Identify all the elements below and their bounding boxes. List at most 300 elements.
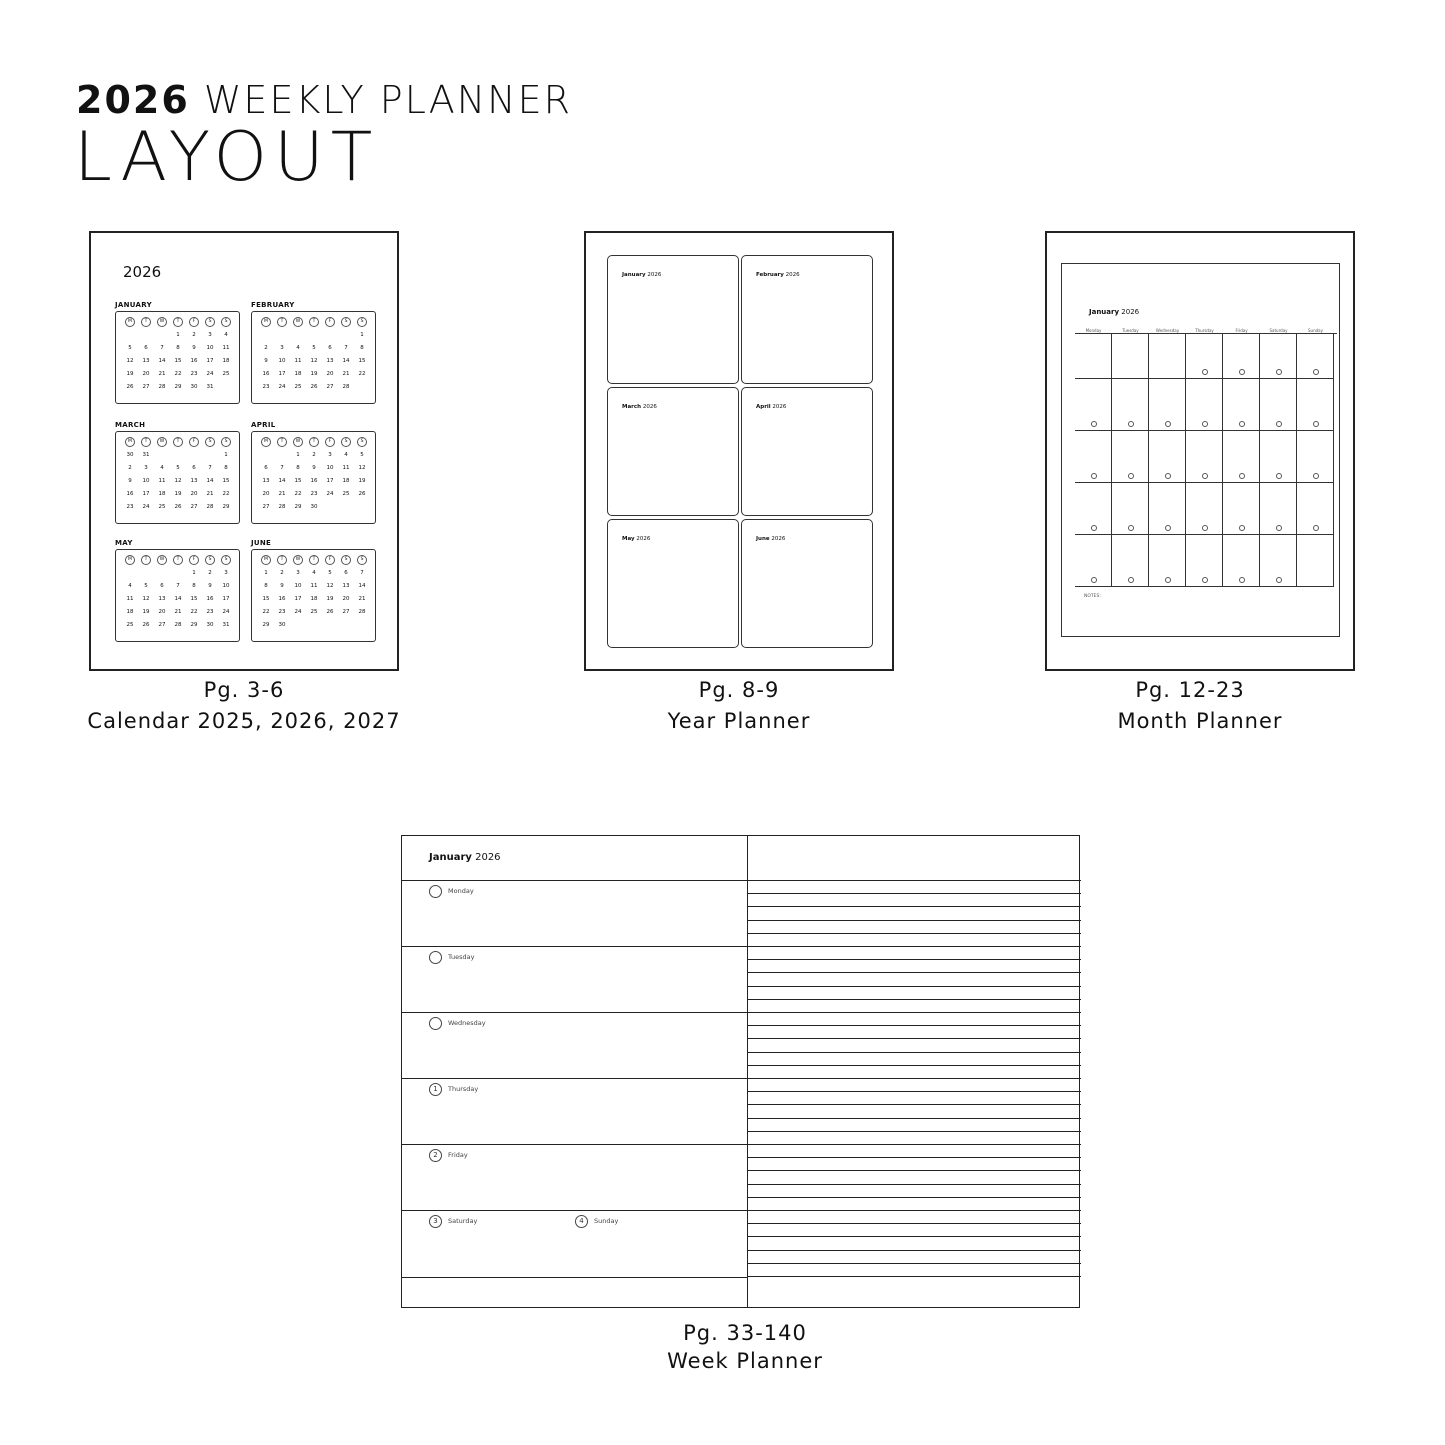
mini-calendar-weekday-row (122, 436, 237, 449)
month-planner-day-cell (1297, 535, 1334, 587)
mini-calendar-day: 14 (206, 478, 214, 484)
ruled-line (748, 1236, 1081, 1237)
day-number-circle (1091, 525, 1097, 531)
mini-calendar-day: 13 (326, 358, 334, 364)
mini-calendar-day: 31 (206, 384, 214, 390)
mini-calendar-day: 3 (328, 452, 332, 458)
week-day-divider (402, 1277, 748, 1278)
mini-calendar-day: 22 (358, 371, 366, 377)
mini-calendar-day: 20 (142, 371, 150, 377)
weekday-initial: W (157, 555, 167, 565)
weekday-initial: S (205, 555, 215, 565)
calendar-page-preview (89, 231, 399, 671)
mini-calendar-weekday (218, 316, 234, 329)
mini-calendar-day: 5 (144, 583, 148, 589)
mini-calendar-day: 28 (358, 609, 366, 615)
month-name: May (622, 536, 635, 542)
mini-calendar-weekday (338, 436, 354, 449)
weekday-initial: S (341, 317, 351, 327)
mini-calendar-day: 8 (264, 583, 268, 589)
ruled-line (748, 999, 1081, 1000)
day-number-circle (1128, 421, 1134, 427)
mini-calendar-day: 10 (278, 358, 286, 364)
week-planner-month: January (429, 852, 472, 863)
month-planner-day-cell (1260, 333, 1297, 379)
mini-calendar-day: 17 (326, 478, 334, 484)
day-number-circle (1276, 369, 1282, 375)
mini-calendar-day: 3 (208, 332, 212, 338)
day-number-circle (1128, 577, 1134, 583)
weekday-initial: F (325, 317, 335, 327)
mini-calendar-week-row (122, 606, 237, 619)
mini-calendar-day (122, 567, 138, 580)
day-number-circle (1276, 421, 1282, 427)
month-planner-day-cell (1112, 535, 1149, 587)
mini-calendar-day: 3 (144, 465, 148, 471)
year-planner-month-label (756, 404, 786, 410)
mini-calendar-day (138, 329, 154, 342)
day-number-circle: 3 (429, 1215, 442, 1228)
mini-calendar-day (290, 329, 306, 342)
week-day-label: Thursday (448, 1085, 479, 1093)
mini-calendar-week-row (122, 355, 237, 368)
mini-calendar-day: 23 (126, 504, 134, 510)
weekday-initial: S (221, 555, 231, 565)
caption-month-name: Month Planner (1117, 709, 1283, 733)
mini-calendar-weekday (322, 554, 338, 567)
mini-calendar-week-row (258, 462, 373, 475)
mini-calendar-weekday-row (258, 436, 373, 449)
day-number-circle (1276, 473, 1282, 479)
mini-calendar-week-row (122, 475, 237, 488)
mini-calendar-week-row (258, 606, 373, 619)
mini-calendar-day: 2 (208, 570, 212, 576)
mini-calendar-day: 27 (342, 609, 350, 615)
mini-calendar-day (186, 449, 202, 462)
ruled-line (748, 972, 1081, 973)
month-planner-day-cell (1223, 535, 1260, 587)
mini-calendar-day: 23 (206, 609, 214, 615)
mini-calendar-day: 17 (294, 596, 302, 602)
mini-calendar-day: 8 (360, 345, 364, 351)
month-planner-weekday: Sunday (1308, 328, 1323, 333)
mini-calendar-weekday (138, 554, 154, 567)
mini-calendar-day (354, 381, 370, 394)
year-planner-month-box (741, 519, 873, 648)
ruled-line (748, 1038, 1081, 1039)
mini-calendar-day: 21 (158, 371, 166, 377)
ruled-line (748, 893, 1081, 894)
weekday-initial: S (221, 437, 231, 447)
day-number-circle (1313, 525, 1319, 531)
mini-calendar-weekday (186, 554, 202, 567)
day-number-circle (1202, 577, 1208, 583)
mini-calendar-label: MAY (115, 539, 133, 547)
mini-calendar-day: 9 (312, 465, 316, 471)
ruled-line (748, 933, 1081, 934)
weekday-initial: F (325, 437, 335, 447)
mini-calendar-day: 6 (344, 570, 348, 576)
month-planner-day-cell (1186, 333, 1223, 379)
weekday-initial: F (325, 555, 335, 565)
month-planner-day-cell (1260, 483, 1297, 535)
mini-calendar-day: 24 (326, 491, 334, 497)
day-number-circle (1165, 473, 1171, 479)
ruled-line (748, 1250, 1081, 1251)
ruled-line (748, 1144, 1081, 1145)
year-planner-month-label (756, 536, 785, 542)
mini-calendar-day: 26 (358, 491, 366, 497)
mini-calendar-weekday (218, 554, 234, 567)
mini-calendar-day: 4 (296, 345, 300, 351)
mini-calendar-day: 26 (142, 622, 150, 628)
month-year: 2026 (770, 404, 787, 410)
mini-calendar-day (322, 619, 338, 632)
mini-calendar-day: 21 (358, 596, 366, 602)
weekday-initial: T (173, 437, 183, 447)
mini-calendar-day (306, 619, 322, 632)
mini-calendar-day: 12 (326, 583, 334, 589)
mini-calendar-day: 19 (310, 371, 318, 377)
ruled-line (748, 946, 1081, 947)
mini-calendar-day: 2 (264, 345, 268, 351)
mini-calendar-day: 12 (142, 596, 150, 602)
month-planner-preview (1045, 231, 1355, 671)
week-day-label: Saturday (448, 1217, 478, 1225)
mini-calendar-day (290, 619, 306, 632)
mini-calendar-day: 1 (360, 332, 364, 338)
mini-calendar-day (218, 381, 234, 394)
month-planner-day-cell (1297, 333, 1334, 379)
month-year: 2026 (783, 272, 800, 278)
day-number-circle (1313, 369, 1319, 375)
ruled-line (748, 920, 1081, 921)
mini-calendar-week-row (258, 368, 373, 381)
month-planner-grid (1075, 333, 1337, 589)
mini-calendar-day (306, 329, 322, 342)
weekday-initial: M (125, 555, 135, 565)
mini-calendar-weekday (274, 554, 290, 567)
mini-calendar-day: 29 (294, 504, 302, 510)
weekday-initial: T (309, 555, 319, 565)
mini-calendar-weekday-row (258, 316, 373, 329)
mini-calendar-week-row (258, 501, 373, 514)
mini-calendar-day (354, 619, 370, 632)
year-planner-preview (584, 231, 894, 671)
year-planner-month-label (622, 272, 661, 278)
week-day-divider (402, 1210, 748, 1211)
mini-calendar-day (154, 449, 170, 462)
mini-calendar-day: 14 (358, 583, 366, 589)
month-planner-day-cell (1297, 379, 1334, 431)
weekday-initial: T (141, 437, 151, 447)
mini-calendar-day: 10 (222, 583, 230, 589)
page-title (76, 78, 572, 122)
mini-calendar (251, 311, 376, 404)
mini-calendar-weekday (186, 436, 202, 449)
mini-calendar-day: 6 (144, 345, 148, 351)
mini-calendar-day (338, 619, 354, 632)
mini-calendar-day: 12 (174, 478, 182, 484)
mini-calendar-day: 15 (262, 596, 270, 602)
mini-calendar-day: 2 (192, 332, 196, 338)
mini-calendar-day: 28 (206, 504, 214, 510)
month-planner-day-cell (1186, 483, 1223, 535)
mini-calendar-weekday (202, 316, 218, 329)
mini-calendar-day: 26 (126, 384, 134, 390)
mini-calendar-day: 11 (158, 478, 166, 484)
ruled-line (748, 1025, 1081, 1026)
month-year: 2026 (641, 404, 657, 410)
mini-calendar-day: 13 (262, 478, 270, 484)
mini-calendar-day: 30 (278, 622, 286, 628)
mini-calendar-day: 6 (328, 345, 332, 351)
mini-calendar-day: 8 (224, 465, 228, 471)
week-planner-preview (401, 835, 1080, 1308)
mini-calendar-day: 26 (174, 504, 182, 510)
ruled-line (748, 1170, 1081, 1171)
mini-calendar-week-row (258, 381, 373, 394)
mini-calendar-day: 4 (160, 465, 164, 471)
day-number-circle (1276, 577, 1282, 583)
mini-calendar-day: 6 (192, 465, 196, 471)
mini-calendar-day: 7 (176, 583, 180, 589)
month-planner-weekday: Tuesday (1122, 328, 1139, 333)
weekday-initial: S (205, 437, 215, 447)
mini-calendar-week-row (122, 342, 237, 355)
page-subtitle: LAYOUT (74, 118, 380, 197)
mini-calendar-day: 23 (310, 491, 318, 497)
mini-calendar-day: 30 (126, 452, 134, 458)
month-planner-day-cell (1186, 431, 1223, 483)
month-planner-title (1089, 308, 1139, 316)
mini-calendar-day: 10 (326, 465, 334, 471)
mini-calendar-weekday (290, 436, 306, 449)
weekday-initial: W (157, 437, 167, 447)
month-planner-day-cell (1149, 431, 1186, 483)
mini-calendar-week-row (258, 619, 373, 632)
mini-calendar-week-row (258, 475, 373, 488)
mini-calendar-day: 27 (142, 384, 150, 390)
day-number-circle (1202, 473, 1208, 479)
month-name: April (756, 404, 771, 410)
mini-calendar-weekday (258, 436, 274, 449)
mini-calendar-day: 18 (294, 371, 302, 377)
mini-calendar-day: 5 (176, 465, 180, 471)
month-planner-day-cell (1075, 379, 1112, 431)
mini-calendar-day: 5 (328, 570, 332, 576)
mini-calendar-day: 4 (224, 332, 228, 338)
mini-calendar-day: 9 (280, 583, 284, 589)
mini-calendar-weekday (170, 554, 186, 567)
mini-calendar-week-row (258, 449, 373, 462)
ruled-line (748, 1197, 1081, 1198)
mini-calendar-day: 9 (208, 583, 212, 589)
week-day-divider (402, 1012, 748, 1013)
month-planner-day-cell (1112, 379, 1149, 431)
month-planner-day-cell (1260, 431, 1297, 483)
mini-calendar-day: 12 (126, 358, 134, 364)
day-number-circle (1239, 421, 1245, 427)
month-planner-day-cell (1149, 535, 1186, 587)
weekday-initial: F (189, 317, 199, 327)
mini-calendar-day: 25 (158, 504, 166, 510)
month-planner-day-cell (1075, 483, 1112, 535)
mini-calendar-day: 11 (342, 465, 350, 471)
mini-calendar-day: 23 (190, 371, 198, 377)
mini-calendar-day: 25 (126, 622, 134, 628)
mini-calendar-day: 6 (160, 583, 164, 589)
mini-calendar-day: 9 (128, 478, 132, 484)
mini-calendar-weekday (306, 436, 322, 449)
mini-calendar-weekday (218, 436, 234, 449)
mini-calendar-day: 17 (222, 596, 230, 602)
mini-calendar-day (354, 501, 370, 514)
day-number-circle (1128, 473, 1134, 479)
mini-calendar-day: 13 (190, 478, 198, 484)
mini-calendar-day: 7 (160, 345, 164, 351)
mini-calendar-label: APRIL (251, 421, 276, 429)
weekday-initial: W (293, 555, 303, 565)
mini-calendar-day: 11 (294, 358, 302, 364)
mini-calendar-week-row (122, 329, 237, 342)
month-planner-frame (1061, 263, 1340, 637)
ruled-line (748, 1091, 1081, 1092)
ruled-line (748, 1210, 1081, 1211)
mini-calendar-day: 23 (262, 384, 270, 390)
day-number-circle (1239, 473, 1245, 479)
mini-calendar-day: 2 (128, 465, 132, 471)
mini-calendar-day: 16 (206, 596, 214, 602)
mini-calendar-weekday (274, 436, 290, 449)
mini-calendar (115, 549, 240, 642)
weekday-initial: W (293, 437, 303, 447)
weekday-initial: T (141, 317, 151, 327)
mini-calendar-day: 11 (310, 583, 318, 589)
mini-calendar-weekday (154, 436, 170, 449)
month-planner-weekday: Friday (1235, 328, 1248, 333)
mini-calendar-day: 29 (190, 622, 198, 628)
mini-calendar (251, 431, 376, 524)
mini-calendar-label: JANUARY (115, 301, 152, 309)
month-planner-day-cell (1075, 333, 1112, 379)
mini-calendar-weekday (354, 554, 370, 567)
mini-calendar-weekday (306, 316, 322, 329)
caption-month-pages: Pg. 12-23 (1135, 678, 1245, 702)
mini-calendar-day: 13 (158, 596, 166, 602)
week-planner-title (429, 852, 501, 863)
mini-calendar-day: 23 (278, 609, 286, 615)
mini-calendar-weekday (258, 554, 274, 567)
mini-calendar-day: 14 (158, 358, 166, 364)
mini-calendar-day: 14 (278, 478, 286, 484)
mini-calendar-week-row (258, 488, 373, 501)
month-planner-day-cell (1223, 333, 1260, 379)
ruled-line (748, 1065, 1081, 1066)
mini-calendar-day: 31 (142, 452, 150, 458)
mini-calendar-day: 25 (222, 371, 230, 377)
week-day-divider (402, 1078, 748, 1079)
mini-calendar-day: 16 (278, 596, 286, 602)
mini-calendar-day: 20 (342, 596, 350, 602)
mini-calendar-day: 31 (222, 622, 230, 628)
mini-calendar-day: 15 (294, 478, 302, 484)
day-number-circle: 1 (429, 1083, 442, 1096)
weekday-initial: T (309, 317, 319, 327)
mini-calendar-weekday (322, 316, 338, 329)
week-day-divider (402, 1144, 748, 1145)
day-number-circle (1239, 577, 1245, 583)
mini-calendar-day: 27 (158, 622, 166, 628)
weekday-initial: T (173, 555, 183, 565)
day-number-circle (1165, 525, 1171, 531)
mini-calendar-weekday (322, 436, 338, 449)
month-name: February (756, 272, 784, 278)
day-number-circle (429, 885, 442, 898)
mini-calendar-day (274, 329, 290, 342)
ruled-line (748, 1276, 1081, 1277)
mini-calendar-day: 12 (310, 358, 318, 364)
mini-calendar-day: 17 (142, 491, 150, 497)
mini-calendar-weekday (138, 316, 154, 329)
month-name: January (622, 272, 646, 278)
weekday-initial: T (309, 437, 319, 447)
month-planner-weekday: Monday (1085, 328, 1102, 333)
mini-calendar-day: 25 (294, 384, 302, 390)
weekday-initial: F (189, 555, 199, 565)
mini-calendar-day: 16 (310, 478, 318, 484)
weekday-initial: T (173, 317, 183, 327)
mini-calendar-day: 21 (278, 491, 286, 497)
mini-calendar-day: 22 (174, 371, 182, 377)
mini-calendar-day (258, 329, 274, 342)
mini-calendar-week-row (122, 462, 237, 475)
mini-calendar-day: 24 (222, 609, 230, 615)
mini-calendar-day: 29 (222, 504, 230, 510)
month-planner-day-cell (1075, 535, 1112, 587)
weekday-initial: M (261, 317, 271, 327)
day-number-circle (1165, 577, 1171, 583)
mini-calendar-day (338, 329, 354, 342)
mini-calendar-day: 4 (128, 583, 132, 589)
month-year: 2026 (634, 536, 651, 542)
caption-week-name: Week Planner (667, 1349, 823, 1373)
week-day-label: Friday (448, 1151, 468, 1159)
mini-calendar-weekday (170, 436, 186, 449)
mini-calendar-day: 20 (158, 609, 166, 615)
mini-calendar-day: 26 (310, 384, 318, 390)
mini-calendar-day: 8 (296, 465, 300, 471)
week-planner-days-column (402, 836, 748, 1307)
mini-calendar-day: 7 (208, 465, 212, 471)
mini-calendar-weekday (274, 316, 290, 329)
year-planner-month-box (607, 387, 739, 516)
mini-calendar-day: 19 (174, 491, 182, 497)
ruled-line (748, 1104, 1081, 1105)
ruled-line (748, 1052, 1081, 1053)
month-planner-day-cell (1297, 483, 1334, 535)
ruled-line (748, 1157, 1081, 1158)
mini-calendar-day: 19 (358, 478, 366, 484)
week-day-divider (402, 880, 748, 881)
mini-calendar-day: 10 (206, 345, 214, 351)
mini-calendar-week-row (122, 488, 237, 501)
caption-week-pages: Pg. 33-140 (683, 1321, 807, 1345)
mini-calendar-day: 21 (342, 371, 350, 377)
year-planner-month-box (741, 255, 873, 384)
ruled-line (748, 959, 1081, 960)
weekday-initial: S (205, 317, 215, 327)
